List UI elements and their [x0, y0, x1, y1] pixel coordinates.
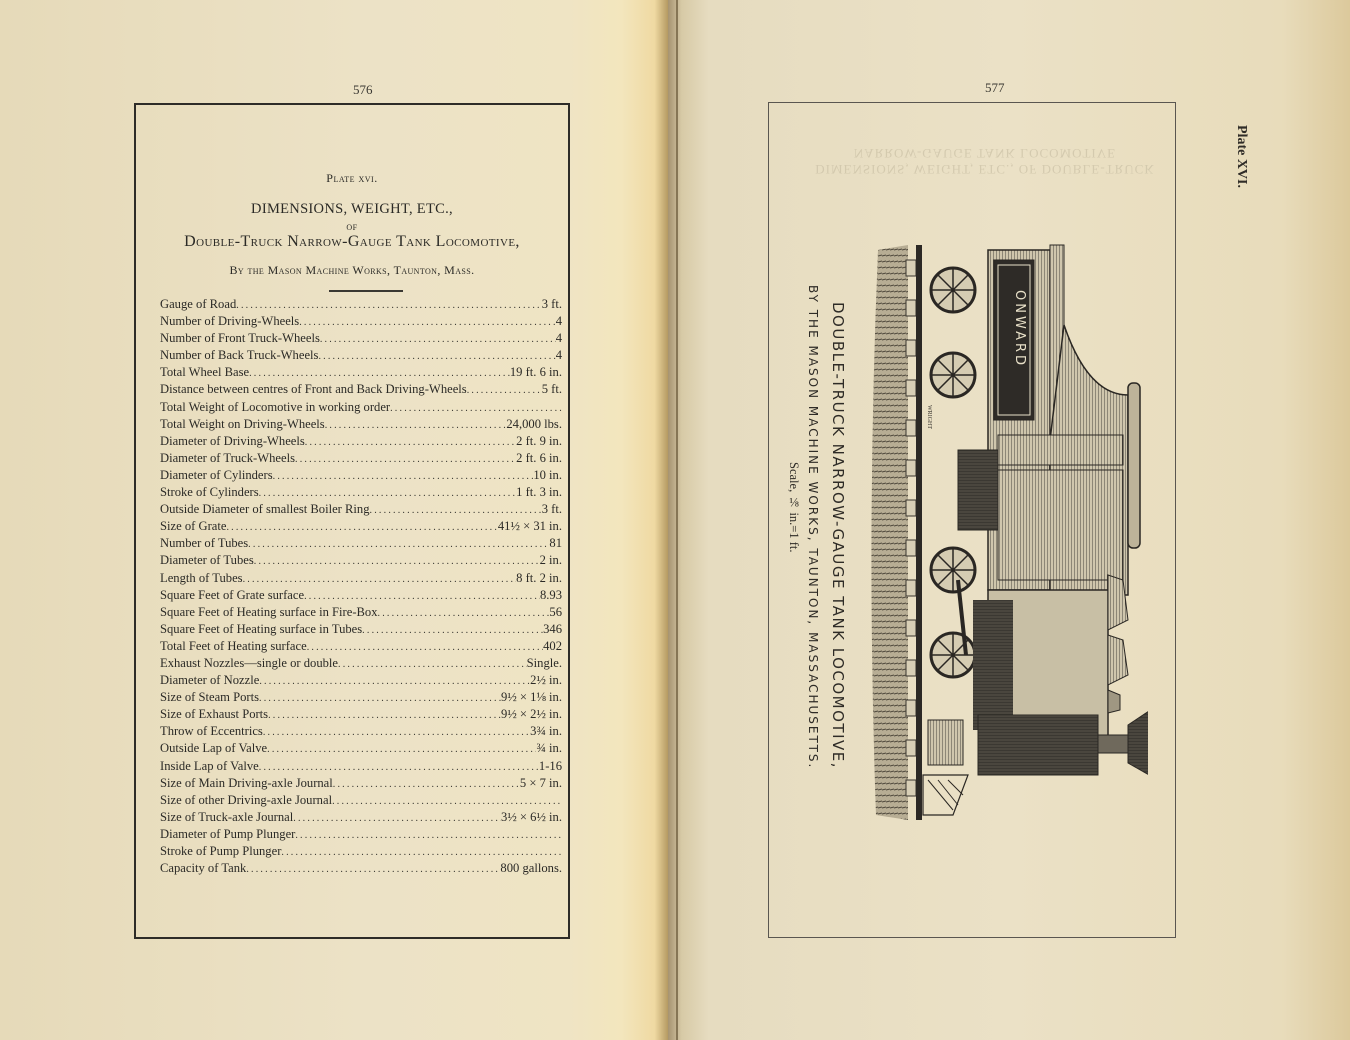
- spec-row: [160, 314, 562, 331]
- spec-value: 2 ft. 9 in.: [516, 433, 562, 448]
- spec-row: [160, 605, 562, 622]
- spec-row: [160, 571, 562, 588]
- leader-dots: [281, 847, 562, 858]
- spec-label: Exhaust Nozzles—single or double: [160, 655, 339, 670]
- specifications-frame: [134, 103, 570, 939]
- leader-dots: [259, 488, 517, 499]
- right-page-number: 577: [985, 80, 1005, 95]
- spec-row: [160, 400, 562, 417]
- spec-label: Number of Tubes: [160, 536, 249, 551]
- spec-label: Stroke of Cylinders: [160, 485, 259, 500]
- leader-dots: [268, 710, 501, 721]
- spec-row: [160, 724, 562, 741]
- spec-value: 3 ft.: [541, 502, 562, 517]
- spec-label: Diameter of Pump Plunger: [160, 826, 296, 841]
- spec-value: 5 ft.: [541, 382, 562, 397]
- spec-label: Diameter of Truck-Wheels: [160, 450, 295, 465]
- spec-row: [160, 673, 562, 690]
- title-divider: [329, 290, 403, 292]
- title-of: OF: [346, 223, 358, 232]
- leader-dots: [332, 796, 562, 807]
- spec-value: ¾ in.: [536, 741, 562, 756]
- spec-label: Diameter of Cylinders: [160, 467, 273, 482]
- spec-label: Square Feet of Grate surface: [160, 587, 305, 602]
- spec-value: 4: [555, 331, 562, 346]
- leader-dots: [299, 317, 556, 328]
- spec-row: [160, 519, 562, 536]
- spec-row: [160, 417, 562, 434]
- spec-label: Number of Back Truck-Wheels: [160, 348, 319, 363]
- spec-row: [160, 844, 562, 861]
- spec-value: 5 × 7 in.: [519, 775, 562, 790]
- spec-row: [160, 553, 562, 570]
- spec-label: Number of Driving-Wheels: [160, 314, 300, 329]
- plate-label: Plate xvi.: [326, 171, 378, 185]
- spec-label: Total Weight of Locomotive in working order: [160, 399, 391, 414]
- spec-row: [160, 622, 562, 639]
- leader-dots: [246, 864, 500, 875]
- spec-value: 24,000 lbs.: [506, 416, 562, 431]
- spec-value: Single.: [526, 655, 562, 670]
- spec-label: Length of Tubes: [160, 570, 243, 585]
- spec-row: [160, 776, 562, 793]
- spec-value: 1-16: [538, 758, 562, 773]
- leader-dots: [226, 522, 497, 533]
- spec-value: 1 ft. 3 in.: [516, 485, 562, 500]
- leader-dots: [320, 334, 556, 345]
- leader-dots: [295, 830, 562, 841]
- leader-dots: [370, 505, 542, 516]
- title-manufacturer: By the Mason Machine Works, Taunton, Mass.: [229, 263, 475, 277]
- leader-dots: [338, 659, 527, 670]
- spec-label: Size of Truck-axle Journal: [160, 809, 294, 824]
- spec-label: Size of Exhaust Ports: [160, 707, 269, 722]
- leader-dots: [293, 813, 501, 824]
- leader-dots: [362, 625, 543, 636]
- spec-row: [160, 639, 562, 656]
- spec-label: Size of Grate: [160, 519, 227, 534]
- spec-value: 9½ × 2½ in.: [501, 707, 562, 722]
- spec-label: Outside Lap of Valve: [160, 741, 268, 756]
- spec-row: [160, 451, 562, 468]
- spec-value: 10 in.: [533, 467, 562, 482]
- spec-value: 41½ × 31 in.: [497, 519, 562, 534]
- spec-row: [160, 348, 562, 365]
- leader-dots: [318, 351, 555, 362]
- spec-row: [160, 365, 562, 382]
- plate-caption-manufacturer: BY THE MASON MACHINE WORKS, TAUNTON, MASSACHUSETTS.: [806, 285, 820, 770]
- spec-value: 2 in.: [539, 553, 562, 568]
- spec-row: [160, 468, 562, 485]
- plate-caption-title: DOUBLE-TRUCK NARROW-GAUGE TANK LOCOMOTIVE,: [829, 302, 847, 770]
- spec-label: Size of other Driving-axle Journal: [160, 792, 333, 807]
- spec-row: [160, 690, 562, 707]
- spec-label: Total Feet of Heating surface: [160, 638, 307, 653]
- plate-side-label: Plate XVI.: [1234, 125, 1249, 188]
- spec-row: [160, 656, 562, 673]
- spec-label: Total Weight on Driving-Wheels: [160, 416, 325, 431]
- spec-label: Total Wheel Base: [160, 365, 250, 380]
- spec-value: 3½ × 6½ in.: [501, 809, 562, 824]
- spec-value: 9½ × 1⅛ in.: [501, 690, 562, 705]
- spec-label: Inside Lap of Valve: [160, 758, 259, 773]
- spec-row: [160, 588, 562, 605]
- leader-dots: [295, 454, 516, 465]
- spec-row: [160, 810, 562, 827]
- leader-dots: [467, 385, 542, 396]
- spec-value: 800 gallons.: [500, 861, 562, 876]
- spec-value: 8 ft. 2 in.: [516, 570, 562, 585]
- svg-text:WRIGHT: WRIGHT: [926, 405, 932, 429]
- spec-value: 2½ in.: [530, 673, 562, 688]
- spec-row: [160, 759, 562, 776]
- spec-value: 8.93: [539, 587, 562, 602]
- title-dimensions: DIMENSIONS, WEIGHT, ETC.,: [251, 201, 453, 217]
- spec-value: 2 ft. 6 in.: [516, 450, 562, 465]
- leader-dots: [273, 471, 534, 482]
- leader-dots: [325, 420, 507, 431]
- leader-dots: [267, 744, 536, 755]
- leader-dots: [333, 779, 520, 790]
- leader-dots: [259, 693, 501, 704]
- show-through-text: DIMENSIONS, WEIGHT, ETC., OF DOUBLE-TRUCK NARROW-GAUGE TANK LOCOMOTIVE: [815, 146, 1155, 177]
- spec-label: Square Feet of Heating surface in Fire-Box: [160, 604, 378, 619]
- leader-dots: [304, 591, 540, 602]
- leader-dots: [378, 608, 550, 619]
- spec-label: Diameter of Nozzle: [160, 673, 260, 688]
- leader-dots: [307, 642, 543, 653]
- book-gutter: [676, 0, 678, 1040]
- leader-dots: [249, 368, 510, 379]
- spec-label: Diameter of Tubes: [160, 553, 254, 568]
- leader-dots: [259, 676, 530, 687]
- spec-label: Distance between centres of Front and Back Driving-Wheels: [160, 382, 467, 397]
- leader-dots: [254, 556, 540, 567]
- spec-label: Throw of Eccentrics: [160, 724, 263, 739]
- spec-value: 3 ft.: [541, 297, 562, 311]
- leader-dots: [390, 403, 562, 414]
- spec-row: [160, 536, 562, 553]
- locomotive-engraving: [858, 235, 1148, 825]
- spec-label: Diameter of Driving-Wheels: [160, 433, 305, 448]
- spec-label: Number of Front Truck-Wheels: [160, 331, 320, 346]
- leader-dots: [248, 539, 549, 550]
- leader-dots: [243, 574, 517, 585]
- spec-row: [160, 331, 562, 348]
- spec-value: 3¾ in.: [530, 724, 562, 739]
- spec-value: 81: [549, 536, 562, 551]
- spec-row: [160, 707, 562, 724]
- spec-row: [160, 382, 562, 399]
- spec-row: [160, 434, 562, 451]
- spec-label: Capacity of Tank: [160, 861, 247, 876]
- plate-caption-scale: Scale, ⅛ in.=1 ft.: [787, 462, 801, 553]
- spec-label: Size of Steam Ports: [160, 690, 259, 705]
- spec-row: [160, 861, 562, 878]
- spec-label: Outside Diameter of smallest Boiler Ring: [160, 502, 370, 517]
- title-locomotive: Double-Truck Narrow-Gauge Tank Locomotive,: [184, 233, 520, 250]
- spec-label: Gauge of Road: [160, 297, 237, 311]
- spec-label: Stroke of Pump Plunger: [160, 844, 282, 858]
- left-page-number: 576: [353, 82, 373, 97]
- leader-dots: [236, 300, 541, 311]
- spec-row: [160, 827, 562, 844]
- spec-value: 402: [543, 638, 562, 653]
- spec-value: 4: [555, 348, 562, 363]
- svg-text:ONWARD: ONWARD: [1012, 290, 1027, 369]
- spec-value: 56: [549, 604, 562, 619]
- spec-value: 19 ft. 6 in.: [509, 365, 562, 380]
- spec-row: [160, 793, 562, 810]
- spec-row: [160, 502, 562, 519]
- leader-dots: [305, 437, 516, 448]
- spec-row: [160, 297, 562, 314]
- spec-label: Size of Main Driving-axle Journal: [160, 775, 333, 790]
- spec-value: 4: [555, 314, 562, 329]
- spec-row: [160, 741, 562, 758]
- spec-value: 346: [543, 621, 562, 636]
- spec-row: [160, 485, 562, 502]
- spec-label: Square Feet of Heating surface in Tubes: [160, 621, 363, 636]
- specifications-list: [160, 297, 562, 878]
- leader-dots: [263, 727, 530, 738]
- leader-dots: [259, 762, 539, 773]
- ground-icon: [871, 245, 908, 820]
